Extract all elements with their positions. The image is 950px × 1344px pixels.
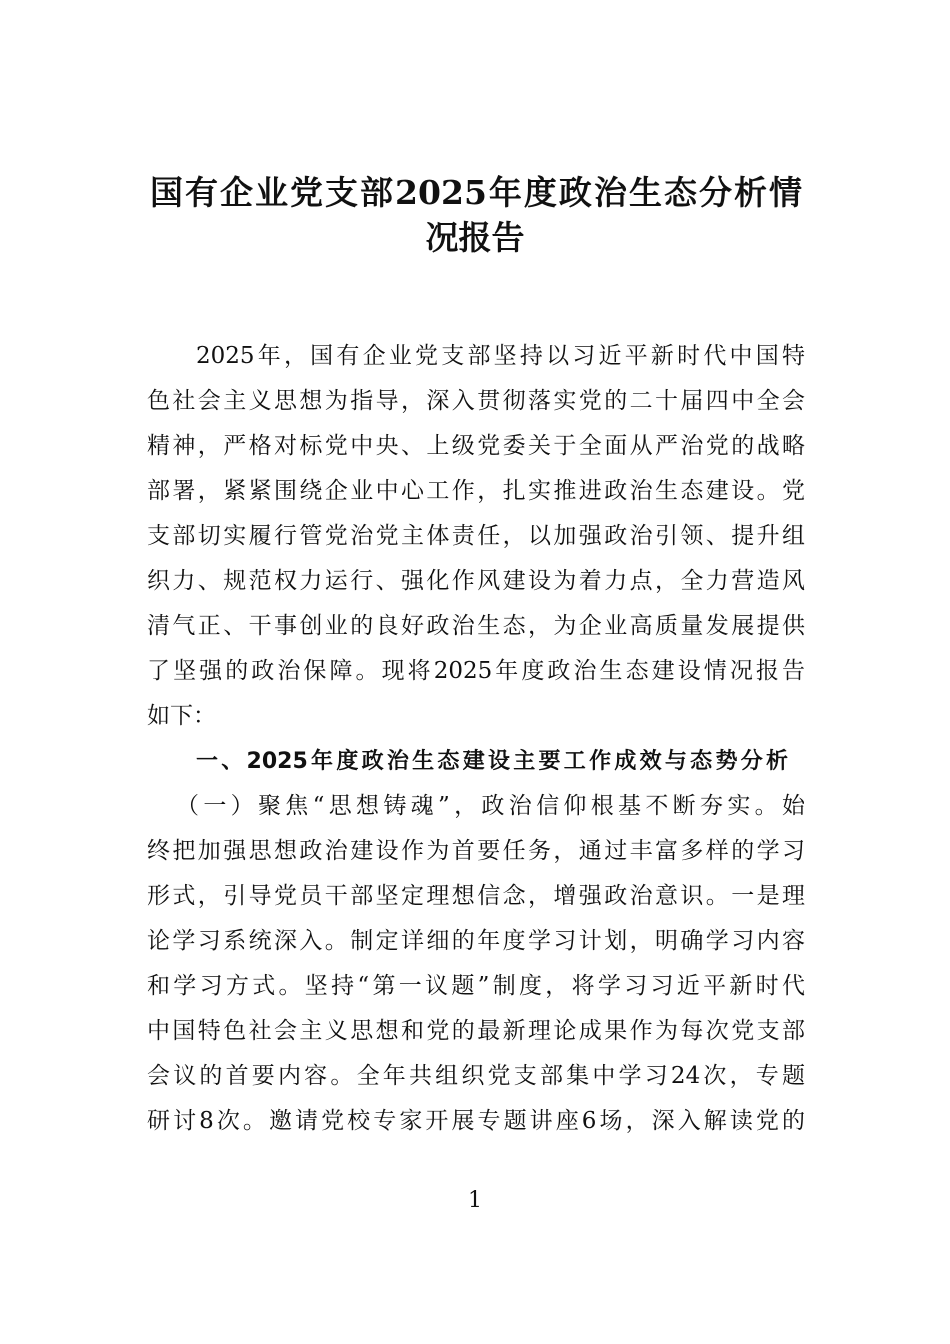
page-number: 1 (468, 1188, 482, 1213)
paragraph-line: 精神，严格对标党中央、上级党委关于全面从严治党的战略 (147, 433, 805, 459)
paragraph-line: 研讨8次。邀请党校专家开展专题讲座6场，深入解读党的 (147, 1108, 805, 1134)
paragraph-line: 终把加强思想政治建设作为首要任务，通过丰富多样的学习 (147, 838, 805, 864)
paragraph-line: 清气正、干事创业的良好政治生态，为企业高质量发展提供 (147, 613, 805, 639)
document-title-line-2: 况报告 (425, 218, 525, 257)
section-heading: 一、2025年度政治生态建设主要工作成效与态势分析 (196, 749, 788, 774)
paragraph-line: 形式，引导党员干部坚定理想信念，增强政治意识。一是理 (147, 883, 805, 909)
paragraph-line: 如下： (147, 703, 216, 729)
paragraph-line: （一）聚焦“思想铸魂”，政治信仰根基不断夯实。始 (176, 793, 805, 819)
document-title-line-1: 国有企业党支部2025年度政治生态分析情 (150, 173, 802, 212)
paragraph-line: 和学习方式。坚持“第一议题”制度，将学习习近平新时代 (147, 973, 805, 999)
paragraph-line: 支部切实履行管党治党主体责任，以加强政治引领、提升组 (147, 523, 805, 549)
paragraph-line: 部署，紧紧围绕企业中心工作，扎实推进政治生态建设。党 (147, 478, 805, 504)
paragraph-line: 会议的首要内容。全年共组织党支部集中学习24次，专题 (147, 1063, 805, 1089)
paragraph-line: 了坚强的政治保障。现将2025年度政治生态建设情况报告 (147, 658, 805, 684)
paragraph-line: 中国特色社会主义思想和党的最新理论成果作为每次党支部 (147, 1018, 805, 1044)
paragraph-line: 色社会主义思想为指导，深入贯彻落实党的二十届四中全会 (147, 388, 805, 414)
paragraph-line: 2025年，国有企业党支部坚持以习近平新时代中国特 (196, 343, 805, 369)
paragraph-line: 论学习系统深入。制定详细的年度学习计划，明确学习内容 (147, 928, 805, 954)
paragraph-line: 织力、规范权力运行、强化作风建设为着力点，全力营造风 (147, 568, 805, 594)
